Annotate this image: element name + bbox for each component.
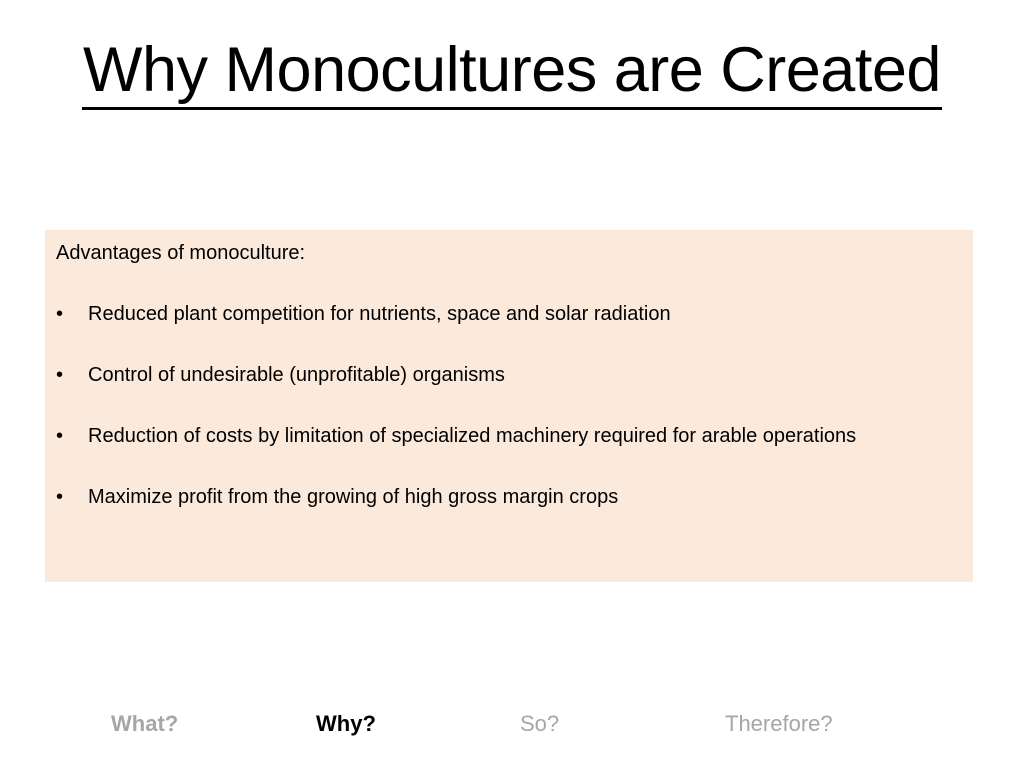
list-item <box>56 421 961 451</box>
slide-title <box>0 28 1024 112</box>
list-item <box>56 360 961 390</box>
list-item <box>56 299 961 329</box>
list-item-text: Maximize profit from the growing of high gross margin crops <box>88 486 619 508</box>
list-item <box>56 482 961 512</box>
advantages-intro: Advantages of monoculture: <box>56 242 306 264</box>
list-item-text: Reduced plant competition for nutrients, space and solar radiation <box>88 303 671 325</box>
slide-title-text: Why Monocultures are Created <box>82 33 942 110</box>
section-nav <box>0 706 1024 742</box>
nav-item-what[interactable]: What? <box>111 711 179 736</box>
nav-item-why[interactable]: Why? <box>316 711 376 736</box>
advantages-box <box>45 230 973 582</box>
bullet-icon: • <box>56 364 64 386</box>
bullet-icon: • <box>56 303 64 325</box>
advantages-list <box>56 299 961 512</box>
list-item-text: Reduction of costs by limitation of specialized machinery required for arable operations <box>88 425 857 447</box>
nav-item-therefore[interactable]: Therefore? <box>725 711 833 736</box>
nav-item-so[interactable]: So? <box>520 711 560 736</box>
bullet-icon: • <box>56 425 64 447</box>
list-item-text: Control of undesirable (unprofitable) organisms <box>88 364 505 386</box>
bullet-icon: • <box>56 486 64 508</box>
